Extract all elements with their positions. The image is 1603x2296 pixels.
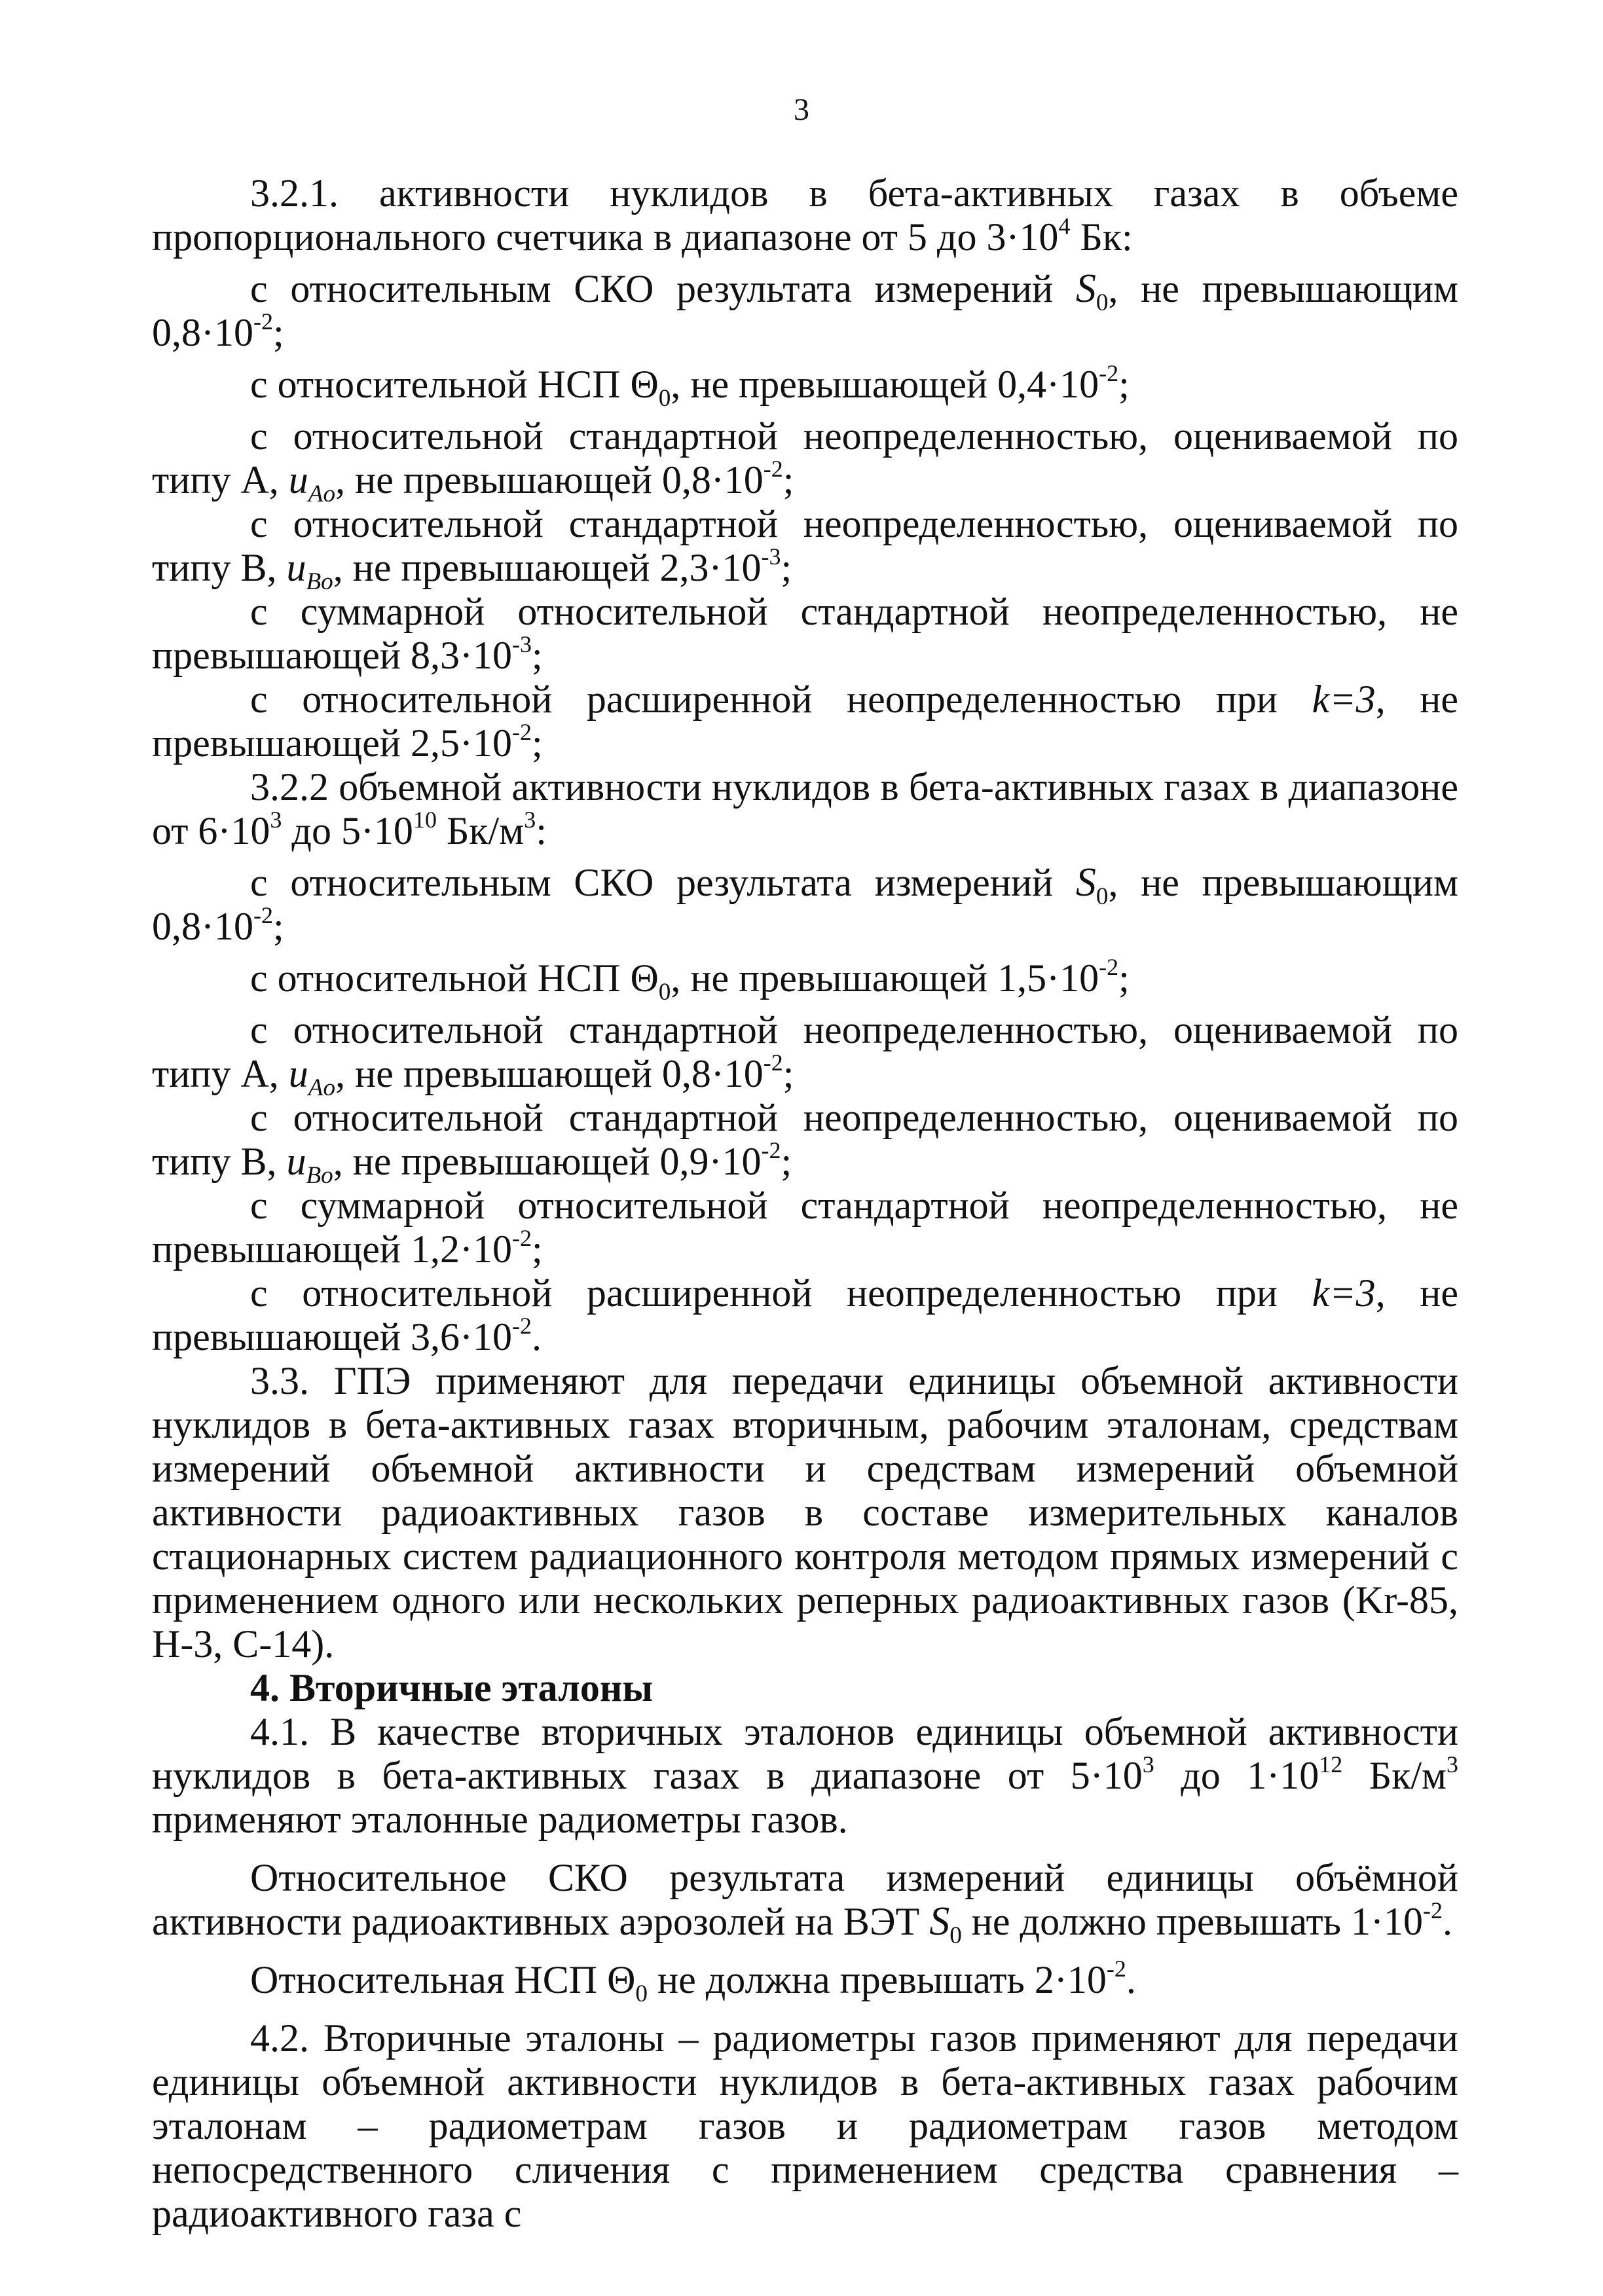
item-uncertainty-a: с относительной стандартной неопределенностью, оцениваемой по типу А, $u_{Ao}$, не превышающей $0,8\cdot 10^{-2}$; [152,1008,1458,1101]
document-body [152,172,1458,2236]
paragraph-3-2-1: 3.2.1. активности нуклидов в бета-активных газах в объеме пропорционального счетчика в диапазоне от 5 до $3\cdot 10^4$ Бк: [152,172,1458,259]
item-uncertainty-b: с относительной стандартной неопределенностью, оцениваемой по типу В, $u_{Bo}$, не превышающей $0,9\cdot 10^{-2}$; [152,1096,1458,1189]
section-heading: 4. Вторичные эталоны [250,1666,654,1709]
item-sko: с относительным СКО результата измерений $S_0$, не превышающим $0,8\cdot 10^{-2}$; [152,266,1458,354]
item-uncertainty-a: с относительной стандартной неопределенностью, оцениваемой по типу А, $u_{Ao}$, не превышающей $0,8\cdot 10^{-2}$; [152,414,1458,507]
item-uncertainty-b: с относительной стандартной неопределенностью, оцениваемой по типу В, $u_{Bo}$, не превышающей $2,3\cdot 10^{-3}$; [152,502,1458,595]
item-sko: с относительным СКО результата измерений $S_0$, не превышающим $0,8\cdot 10^{-2}$; [152,860,1458,948]
paragraph-3-2-2: 3.2.2 объемной активности нуклидов в бета-активных газах в диапазоне от $6\cdot 10^3$ до $5\cdot 10^{10}$ $Бк/м^3$: [152,765,1458,852]
paragraph-3-3: 3.3. ГПЭ применяют для передачи единицы объемной активности нуклидов в бета-активных газах вторичным, рабочим эталонам, средствам измерений объемной активности и средствам измерений объемной активности радиоактивных газов в составе измерительных каналов стационарных систем радиационного контроля методом прямых измерений с применением одного или нескольких реперных радиоактивных газов (Kr-85, Н-3, С-14). [152,1359,1458,1666]
paragraph-4-1-nsp: Относительная НСП $\Theta_0$ не должна превышать $2\cdot 10^{-2}$. [250,1955,1136,2007]
item-nsp: с относительной НСП $\Theta_0$, не превышающей $0,4\cdot 10^{-2}$; [250,359,1130,412]
item-total-uncertainty: с суммарной относительной стандартной неопределенностью, не превышающей $8,3\cdot 10^{-3}$; [152,590,1458,677]
paragraph-4-1-sko: Относительное СКО результата измерений единицы объёмной активности радиоактивных аэрозолей на ВЭТ $S_0$ не должно превышать $1\cdot 10^{-2}$. [152,1856,1458,1949]
paragraph-4-1: 4.1. В качестве вторичных эталонов единицы объемной активности нуклидов в бета-активных газах в диапазоне от $5\cdot 10^3$ до $1\cdot 10^{12}$ $Бк/м^3$ применяют эталонные радиометры газов. [152,1710,1458,1841]
item-total-uncertainty: с суммарной относительной стандартной неопределенностью, не превышающей $1,2\cdot 10^{-2}$; [152,1184,1458,1271]
paragraph-4-2: 4.2. Вторичные эталоны – радиометры газов применяют для передачи единицы объемной активности нуклидов в бета-активных газах рабочим эталонам – радиометрам газов и радиометрам газов методом непосредственного сличения с применением средства сравнения – радиоактивного газа с [152,2016,1458,2235]
item-expanded-uncertainty: с относительной расширенной неопределенностью при k=3, не превышающей $2,5\cdot 10^{-2}$; [152,678,1458,765]
page-number: 3 [794,92,809,127]
item-nsp: с относительной НСП $\Theta_0$, не превышающей $1,5\cdot 10^{-2}$; [250,953,1130,1006]
item-expanded-uncertainty: с относительной расширенной неопределенностью при k=3, не превышающей $3,6\cdot 10^{-2}$. [152,1271,1458,1358]
